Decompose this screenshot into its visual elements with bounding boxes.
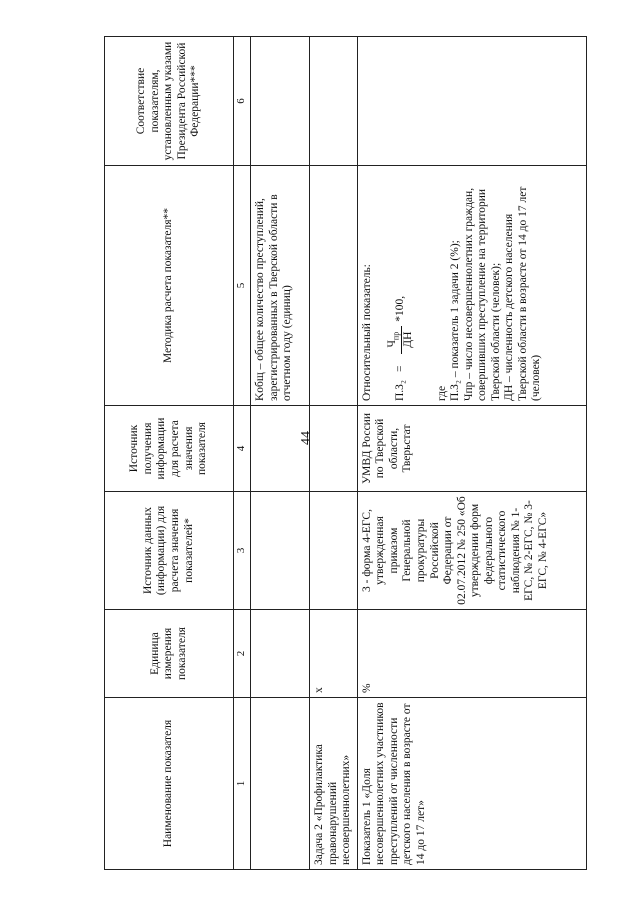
indicator-table <box>104 36 587 870</box>
formula-equals: = <box>394 365 407 373</box>
cell-empty <box>310 406 358 492</box>
column-number: 1 <box>234 698 251 870</box>
cell-indicator-unit: % <box>357 610 586 698</box>
header-info-source: Источник получения информации для расчета значения показателя <box>105 406 234 492</box>
cell-empty <box>357 37 586 166</box>
formula-numerator-sub: пр <box>391 331 401 341</box>
column-number: 5 <box>234 166 251 406</box>
column-number: 4 <box>234 406 251 492</box>
cell-empty <box>310 166 358 406</box>
cell-indicator-name: Показатель 1 «Доля несовершеннолетних участников преступлений от численности детского населения в возрасте от 14 до 17 лет» <box>357 698 586 870</box>
cell-data-source: 3 - форма 4-ЕГС, утвержденная приказом Генеральной прокуратуры Российской Федерации от 02.07.2012 № 250 «Об утверждении форм федерального статистического наблюдения № 1-ЕГС, № 2-ЕГС, № 3-ЕГС, № 4-ЕГС» <box>357 492 586 610</box>
cell-method-continuation: Kобщ – общее количество преступлений, зарегистрированных в Тверской области в отчетном году (единиц) <box>251 166 310 406</box>
table-row-indicator <box>357 37 586 870</box>
formula-multiplier: *100, <box>394 295 407 322</box>
cell-task-name: Задача 2 «Профилактика правонарушений несовершеннолетних» <box>310 698 358 870</box>
cell-empty <box>251 610 310 698</box>
definition-3: ДН – численность детского населения Тверской области в возрасте от 14 до 17 лет (человек) <box>503 186 543 401</box>
formula-numerator <box>386 326 402 354</box>
column-number-row <box>234 37 251 870</box>
rotated-table-container <box>104 37 640 870</box>
cell-empty <box>310 37 358 166</box>
cell-empty <box>251 698 310 870</box>
header-data-source: Источник данных (информации) для расчета значения показателей* <box>105 492 234 610</box>
column-number: 6 <box>234 37 251 166</box>
cell-info-source: УМВД России по Тверской области, Тверьстат <box>357 406 586 492</box>
cell-empty <box>251 406 310 492</box>
table-row-task <box>310 37 358 870</box>
header-method: Методика расчета показателя** <box>105 166 234 406</box>
cell-empty <box>310 492 358 610</box>
cell-task-unit: х <box>310 610 358 698</box>
header-unit: Единица измерения показателя <box>105 610 234 698</box>
column-number: 2 <box>234 610 251 698</box>
where-label: где <box>435 385 448 401</box>
header-compliance: Соответствие показателям, установленным указами Президента Российской Федерации*** <box>105 37 234 166</box>
definition-2: Чпр – число несовершеннолетних граждан, совершивших преступление на территории Тверской области (человек); <box>462 187 502 401</box>
cell-empty <box>251 492 310 610</box>
page-number: 44 <box>299 431 314 445</box>
header-indicator-name: Наименование показателя <box>105 698 234 870</box>
definition-1: П.З₂ – показатель 1 задачи 2 (%); <box>449 240 462 401</box>
table-row-continuation <box>251 37 310 870</box>
formula-denominator: ДН <box>401 331 414 348</box>
formula-numerator-text: Ч <box>386 340 399 348</box>
formula-fraction <box>386 326 415 354</box>
cell-method <box>357 166 586 406</box>
table-header-row <box>105 37 234 870</box>
formula-lhs: П.З₂ <box>394 380 407 401</box>
column-number: 3 <box>234 492 251 610</box>
formula <box>386 170 415 401</box>
cell-empty <box>251 37 310 166</box>
method-intro: Относительный показатель: <box>360 264 373 401</box>
